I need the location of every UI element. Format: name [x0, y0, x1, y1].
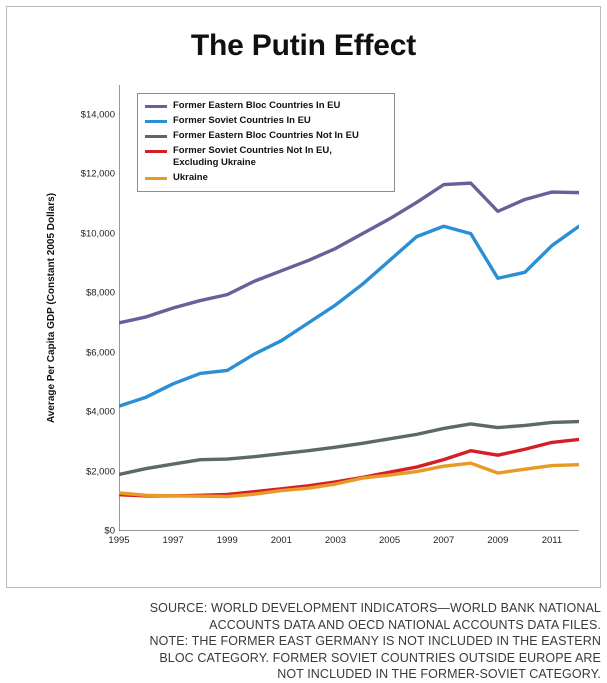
y-axis-label: Average Per Capita GDP (Constant 2005 Dollars) [46, 192, 57, 424]
x-tick-label: 1997 [162, 535, 184, 546]
legend-item-label: Former Soviet Countries Not In EU, Excluding Ukraine [173, 145, 332, 168]
legend-color-swatch [145, 120, 167, 123]
legend-item-label: Former Eastern Bloc Countries In EU [173, 100, 341, 111]
x-tick-label: 1995 [108, 535, 130, 546]
x-tick-label: 2009 [487, 535, 509, 546]
data-series-line [119, 226, 579, 406]
legend-item [145, 145, 387, 169]
x-tick-label: 2005 [379, 535, 401, 546]
legend-item [145, 130, 387, 142]
source-note [6, 600, 601, 683]
y-tick-label: $0 [104, 525, 115, 537]
y-tick-label: $10,000 [80, 228, 115, 240]
chart-title: The Putin Effect [190, 29, 417, 62]
data-series-line [119, 183, 579, 323]
y-tick-label: $8,000 [85, 287, 115, 299]
y-axis-ticks [59, 85, 115, 537]
legend-item [145, 100, 387, 112]
legend-item-label: Former Soviet Countries In EU [173, 115, 311, 126]
x-tick-label: 2011 [541, 535, 563, 546]
legend-item-label: Former Eastern Bloc Countries Not In EU [173, 130, 359, 141]
y-tick-label: $14,000 [80, 109, 115, 121]
y-tick-label: $2,000 [85, 466, 115, 478]
data-series-line [119, 422, 579, 475]
x-tick-label: 2001 [270, 535, 292, 546]
data-series-line [119, 439, 579, 495]
chart-legend [137, 93, 395, 192]
y-tick-label: $12,000 [80, 168, 115, 180]
chart-container [6, 6, 601, 588]
legend-color-swatch [145, 135, 167, 138]
legend-item-label: Ukraine [173, 172, 208, 183]
data-series-line [119, 463, 579, 496]
source-note-line-4: BLOC CATEGORY. FORMER SOVIET COUNTRIES OUTSIDE EUROPE ARE [159, 650, 601, 665]
x-tick-label: 2003 [324, 535, 347, 546]
source-note-line-5: NOT INCLUDED IN THE FORMER-SOVIET CATEGORY. [277, 667, 601, 681]
source-note-line-2: ACCOUNTS DATA AND OECD NATIONAL ACCOUNTS DATA FILES. [209, 617, 601, 632]
y-tick-label: $6,000 [85, 347, 115, 359]
legend-color-swatch [145, 150, 167, 153]
legend-item [145, 115, 387, 127]
legend-color-swatch [145, 177, 167, 180]
legend-color-swatch [145, 105, 167, 108]
x-tick-label: 1999 [216, 535, 238, 546]
source-note-line-1: SOURCE: WORLD DEVELOPMENT INDICATORS—WORLD BANK NATIONAL [149, 601, 601, 615]
x-axis-ticks [108, 531, 579, 551]
source-note-line-3: NOTE: THE FORMER EAST GERMANY IS NOT INCLUDED IN THE EASTERN [149, 634, 601, 648]
y-tick-label: $4,000 [85, 406, 115, 418]
x-tick-label: 2007 [433, 535, 455, 546]
legend-item [145, 172, 387, 184]
